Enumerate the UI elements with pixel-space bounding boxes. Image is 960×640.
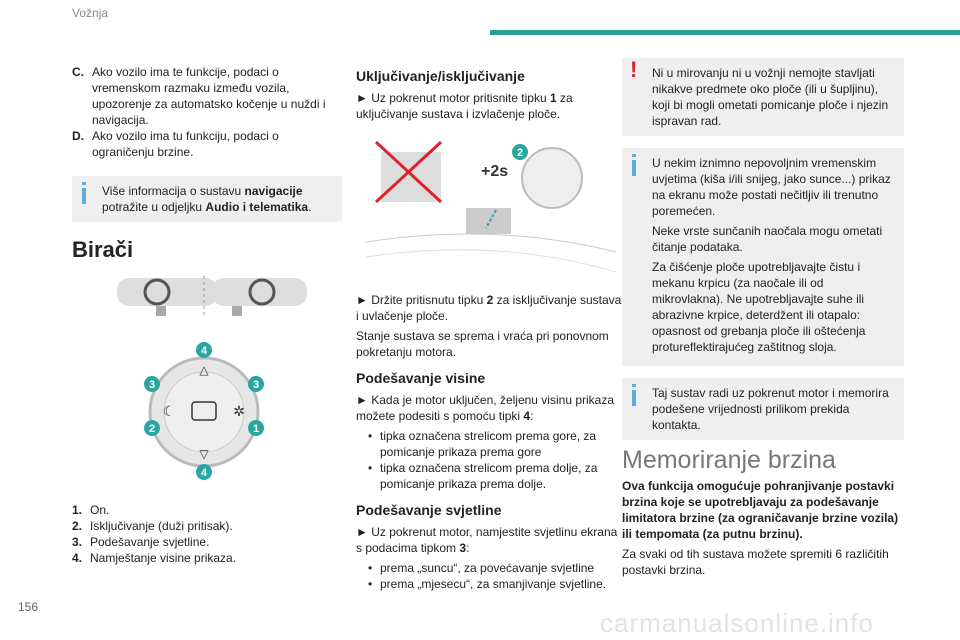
steering-wheels-illustration bbox=[72, 276, 342, 326]
info-icon bbox=[82, 182, 86, 185]
section-header: Vožnja bbox=[72, 6, 109, 20]
list-item: C. Ako vozilo ima te funkcije, podaci o vremenskom razmaku između vozila, upozorenje za automatsko kočenje u nuždi i navigacija. bbox=[72, 65, 326, 127]
section-heading: Memoriranje brzina bbox=[622, 446, 836, 474]
svg-text:4: 4 bbox=[200, 467, 208, 479]
svg-text:2: 2 bbox=[516, 147, 524, 159]
svg-text:1: 1 bbox=[252, 423, 260, 435]
svg-text:✲: ✲ bbox=[233, 403, 245, 419]
badge-4-top: 4 bbox=[200, 345, 208, 357]
info-icon bbox=[632, 384, 636, 387]
watermark: carmanualsonline.info bbox=[600, 608, 874, 638]
bullet-item: • prema „suncu“, za povećavanje svjetline bbox=[368, 561, 595, 575]
svg-text:△: △ bbox=[199, 363, 209, 377]
svg-text:3: 3 bbox=[252, 379, 260, 391]
column-3: ! Ni u mirovanju ni u vožnji nemojte stavljati nikakve predmete oko ploče (ili u šupljinu), koji bi mogli ometati pomicanje ploče i njezin ispravan rad. U nekim iznimno nepovoljnim vremenskim uvjetima (kiša i/ili snijeg, jako sunce...) prikaz na ekranu može postati nečitljiv ili trenutno poremećen. Neke vrste sunčanih naočala mogu ometati čitanje podataka. Za čišćenje ploče upotrebljavajte čistu i mekanu krpicu (za naočale ili od mikrovlakna). Ne upotrebljavajte suhe ili abrazivne krpice, deterdžent ili otapalo: opasnost od grebanja ploče ili oštećenja protureflektirajućeg zaštitnog sloja. Taj sustav radi uz pokrenut motor i memorira podešene vrijednosti prilikom prekida kontakta. Memoriranje brzina Ova funkcija omogućuje pohranjivanje postavki brzina koje se upotrebljavaju za podešavanje limitatora brzine (za ograničavanje brzine vozila) ili tempomata (za putnu brzinu). Za svaki od tih sustava možete spremiti 6 različitih postavki brzina. bbox=[622, 58, 904, 582]
warning-icon: ! bbox=[630, 57, 638, 82]
svg-text:+2s: +2s bbox=[481, 163, 509, 180]
list-item: D. Ako vozilo ima tu funkciju, podaci o ograničenju brzine. bbox=[72, 129, 279, 159]
heading-brightness: Podešavanje svjetline bbox=[356, 502, 502, 518]
section-heading: Birači bbox=[72, 237, 134, 262]
heading-on-off: Uključivanje/isključivanje bbox=[356, 68, 525, 84]
bullet-item: • prema „mjesecu“, za smanjivanje svjetline. bbox=[368, 577, 607, 591]
svg-text:2: 2 bbox=[148, 423, 156, 435]
info-icon bbox=[632, 154, 636, 157]
control-dial-illustration bbox=[72, 342, 342, 482]
column-1 bbox=[72, 64, 342, 566]
legend-list: 1. On. 2. Isključivanje (duži pritisak). 3. Podešavanje svjetline. 4. Namještanje visine prikaza. bbox=[72, 503, 237, 565]
svg-text:3: 3 bbox=[148, 379, 156, 391]
info-box: U nekim iznimno nepovoljnim vremenskim uvjetima (kiša i/ili snijeg, jako sunce...) prikaz na ekranu može postati nečitljiv ili trenutno poremećen. Neke vrste sunčanih naočala mogu ometati čitanje podataka. Za čišćenje ploče upotrebljavajte čistu i mekanu krpicu (za naočale ili od mikrovlakna). Ne upotrebljavajte suhe ili abrazivne krpice, deterdžent ili otapalo: opasnost od grebanja ploče ili oštećenja protureflektirajućeg zaštitnog sloja. bbox=[622, 148, 904, 366]
bullet-item: • tipka označena strelicom prema dolje, za pomicanje prikaza prema dolje. bbox=[368, 461, 598, 491]
svg-text:▽: ▽ bbox=[199, 447, 209, 461]
heading-height: Podešavanje visine bbox=[356, 370, 486, 386]
bullet-item: • tipka označena strelicom prema gore, za pomicanje prikaza prema gore bbox=[368, 429, 597, 459]
warning-box: ! Ni u mirovanju ni u vožnji nemojte stavljati nikakve predmete oko ploče (ili u šupljinu), koji bi mogli ometati pomicanje ploče i njezin ispravan rad. bbox=[622, 58, 904, 136]
info-box: Više informacija o sustavu navigacije potražite u odjeljku Audio i telematika. bbox=[72, 176, 342, 222]
page-number: 156 bbox=[18, 600, 39, 614]
column-2: Uključivanje/isključivanje ► Uz pokrenut motor pritisnite tipku 1 za uključivanje sustava i izvlačenje ploče. +2s 2 ► Držite pritisnutu tipku 2 za isključivanje sustava i uvlačenje ploče. Stanje sustava se sprema i vraća pri ponovnom pokretanju motora. Podešavanje visine ► Kada je motor uključen, željenu visinu prikaza možete podesiti s pomoću tipki 4: • tipka označena strelicom prema gore, za pomicanje prikaza prema gore • tipka označena strelicom prema dolje, za pomicanje prikaza prema dolje. Podešavanje svjetline ► Uz pokrenut motor, namjestite svjetlinu ekrana s podacima tipkom 3: • prema „suncu“, za povećavanje svjetline • prema „mjesecu“, za smanjivanje svjetline. bbox=[356, 58, 626, 592]
display-retract-illustration bbox=[356, 132, 626, 282]
header-accent-bar bbox=[490, 30, 960, 35]
svg-text:☾: ☾ bbox=[162, 403, 176, 419]
info-box: Taj sustav radi uz pokrenut motor i memorira podešene vrijednosti prilikom prekida kontakta. bbox=[622, 378, 904, 440]
